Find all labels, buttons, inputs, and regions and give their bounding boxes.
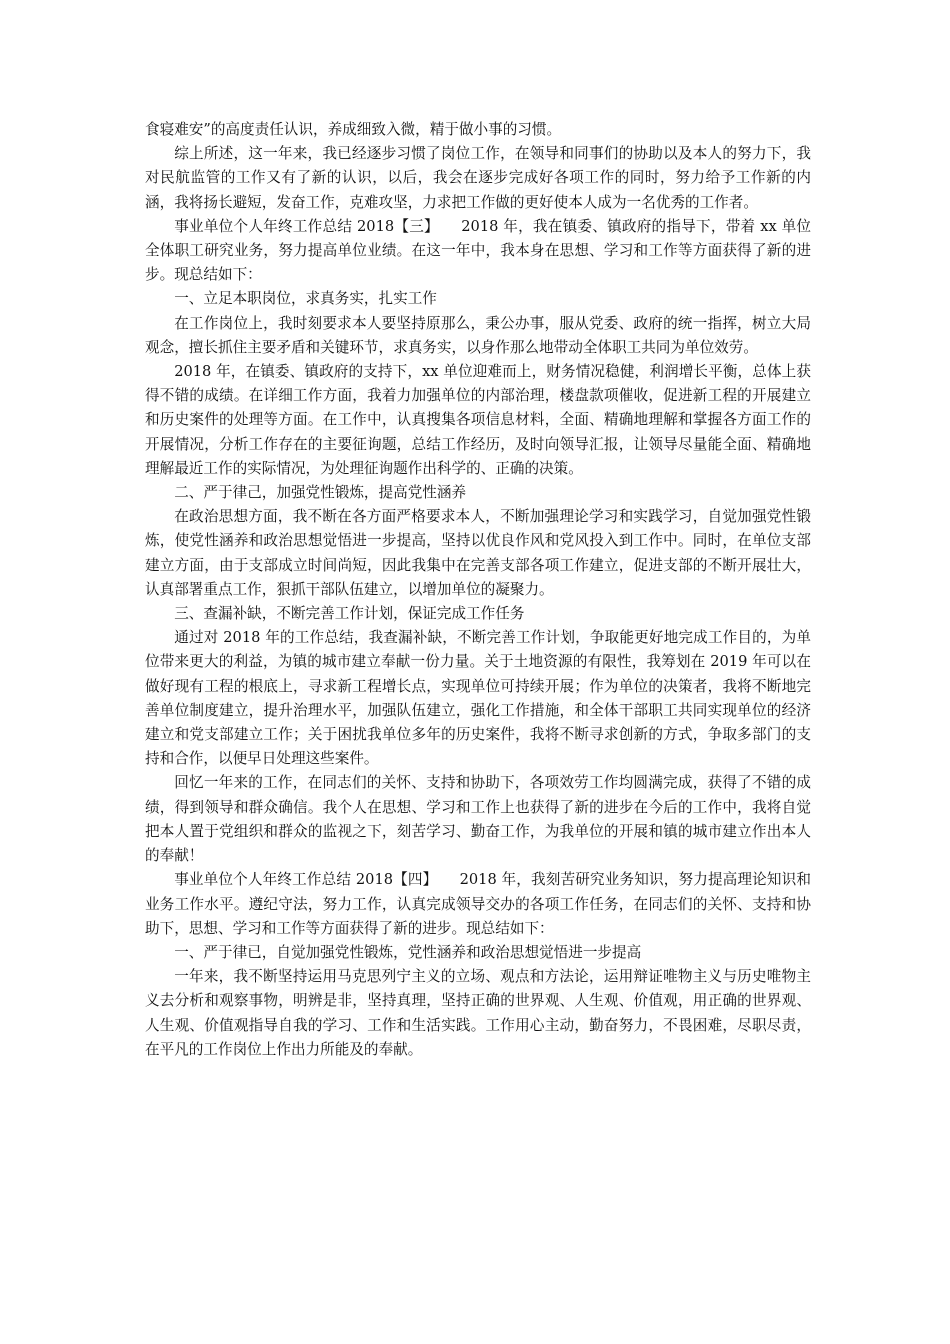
subheading: 一、严于律已，自觉加强党性锻炼，党性涵养和政治思想觉悟进一步提高	[174, 943, 642, 961]
subheading: 一、立足本职岗位，求真务实，扎实工作	[174, 290, 437, 308]
document-body	[145, 118, 811, 1062]
subheading: 三、查漏补缺，不断完善工作计划，保证完成工作任务	[174, 605, 525, 623]
paragraph: 2018 年，在镇委、镇政府的支持下，xx 单位迎难而上，财务情况稳健，利润增长平衡，总体上获得不错的成绩。在详细工作方面，我着力加强单位的内部治理，楼盘款项催收，促进新工程的开展建立和历史案件的处理等方面。在工作中，认真搜集各项信息材料，全面、精确地理解和掌握各方面工作的开展情况，分析工作存在的主要征询题，总结工作经历，及时向领导汇报，让领导尽量能全面、精确地理解最近工作的实际情况，为处理征询题作出科学的、正确的决策。	[145, 363, 811, 477]
paragraph: 食寝难安”的高度责任认识，养成细致入微，精于做小事的习惯。	[145, 121, 562, 138]
paragraph: 在政治思想方面，我不断在各方面严格要求本人，不断加强理论学习和实践学习，自觉加强党性锻炼，使党性涵养和政治思想觉悟进一步提高，坚持以优良作风和党风投入到工作中。同时，在单位支部建立方面，由于支部成立时间尚短，因此我集中在完善支部各项工作建立，促进支部的不断开展壮大，认真部署重点工作，狠抓干部队伍建立，以增加单位的凝聚力。	[145, 508, 811, 598]
subheading: 二、严于律己，加强党性锻炼，提高党性涵养	[174, 484, 467, 502]
paragraph: 回忆一年来的工作，在同志们的关怀、支持和协助下，各项效劳工作均圆满完成，获得了不错的成绩，得到领导和群众确信。我个人在思想、学习和工作上也获得了新的进步在今后的工作中，我将自觉把本人置于党组织和群众的监视之下，刻苦学习、勤奋工作，为我单位的开展和镇的城市建立作出本人的奉献！	[145, 774, 811, 865]
section-title-paragraph: 事业单位个人年终工作总结 2018【三】 2018 年，我在镇委、镇政府的指导下，带着 xx 单位全体职工研究业务，努力提高单位业绩。在这一年中，我本身在思想、学习和工作等方面获得了新的进步。现总结如下：	[145, 217, 811, 284]
paragraph: 在工作岗位上，我时刻要求本人要坚持原那么，秉公办事，服从党委、政府的统一指挥，树立大局观念，擅长抓住主要矛盾和关键环节，求真务实，以身作那么地带动全体职工共同为单位效劳。	[145, 314, 811, 356]
paragraph: 通过对 2018 年的工作总结，我查漏补缺，不断完善工作计划，争取能更好地完成工作目的，为单位带来更大的利益，为镇的城市建立奉献一份力量。关于土地资源的有限性，我筹划在 2019 年可以在做好现有工程的根底上，寻求新工程增长点，实现单位可持续开展；作为单位的决策者，我将不断地完善单位制度建立，提升治理水平，加强队伍建立，强化工作措施，和全体干部职工共同实现单位的经济建立和党支部建立工作；关于困扰我单位多年的历史案件，我将不断寻求创新的方式，争取多部门的支持和合作，以便早日处理这些案件。	[145, 629, 811, 768]
paragraph: 综上所述，这一年来，我已经逐步习惯了岗位工作，在领导和同事们的协助以及本人的努力下，我对民航监管的工作又有了新的认识，以后，我会在逐步完成好各项工作的同时，努力给予工作新的内涵，我将扬长避短，发奋工作，克难攻坚，力求把工作做的更好使本人成为一名优秀的工作者。	[145, 145, 811, 211]
section-title-paragraph: 事业单位个人年终工作总结 2018【四】 2018 年，我刻苦研究业务知识，努力提高理论知识和业务工作水平。遵纪守法，努力工作，认真完成领导交办的各项工作任务，在同志们的关怀、支持和协助下，思想、学习和工作等方面获得了新的进步。现总结如下：	[145, 871, 811, 937]
paragraph: 一年来，我不断坚持运用马克思列宁主义的立场、观点和方法论，运用辩证唯物主义与历史唯物主义去分析和观察事物，明辨是非，坚持真理，坚持正确的世界观、人生观、价值观，用正确的世界观、人生观、价值观指导自我的学习、工作和生活实践。工作用心主动，勤奋努力，不畏困难，尽职尽责，在平凡的工作岗位上作出力所能及的奉献。	[145, 968, 811, 1058]
